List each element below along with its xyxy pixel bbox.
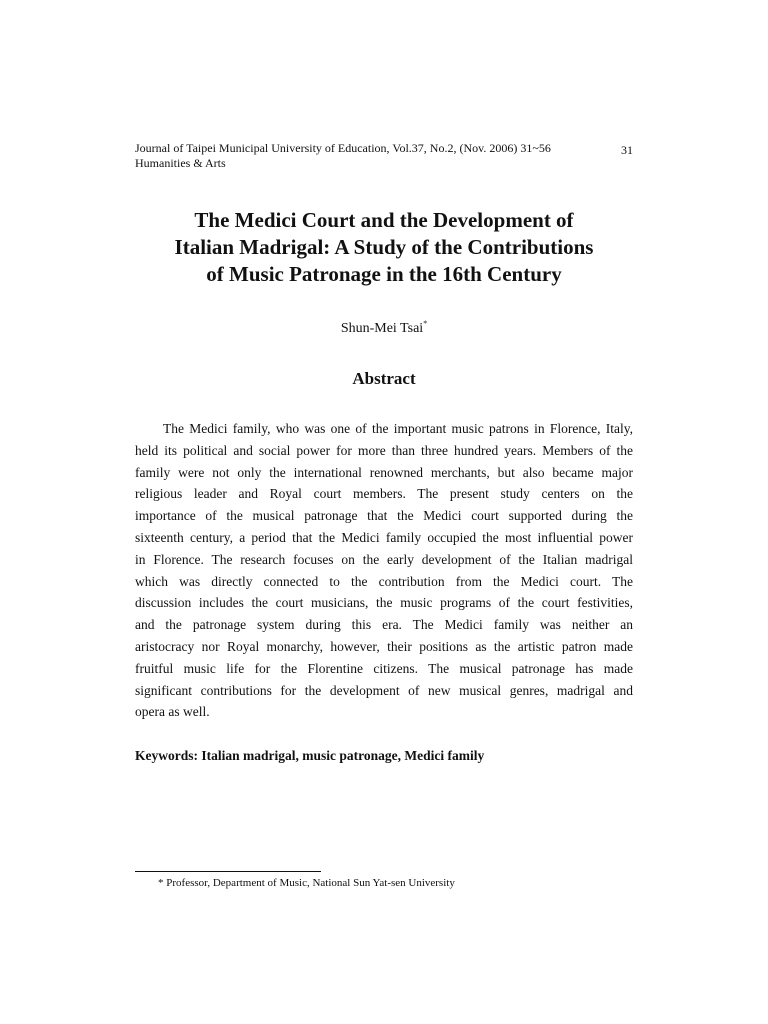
footnote-divider (135, 871, 321, 872)
keywords: Keywords: Italian madrigal, music patronage, Medici family (135, 748, 485, 763)
abstract-heading: Abstract (352, 369, 416, 388)
abstract-body (135, 418, 633, 723)
abstract-line: sixteenth century, a period that the Medici family occupied the most influential power (135, 529, 633, 545)
footnote: * Professor, Department of Music, National Sun Yat-sen University (158, 877, 455, 889)
abstract-line: fruitful music life for the Florentine citizens. The musical patronage has made (135, 660, 633, 676)
abstract-line: and the patronage system during this era. The Medici family was neither an (135, 617, 633, 633)
abstract-line: religious leader and Royal court members. The present study centers on the (135, 486, 633, 502)
abstract-line: which was directly connected to the contribution from the Medici court. The (135, 573, 633, 589)
author-footnote-mark: * (423, 319, 428, 328)
author-name: Shun-Mei Tsai (340, 321, 424, 336)
title-line: Italian Madrigal: A Study of the Contributions (174, 235, 594, 259)
title-line: The Medici Court and the Development of (194, 208, 574, 232)
abstract-line: held its political and social power for more than three hundred years. Members of the (135, 442, 633, 458)
abstract-line: The Medici family, who was one of the important music patrons in Florence, Italy, (163, 421, 633, 436)
journal-citation: Journal of Taipei Municipal University of Education, Vol.37, No.2, (Nov. 2006) 31~56 (135, 141, 551, 155)
author-line (135, 319, 633, 337)
abstract-line: in Florence. The research focuses on the early development of the Italian madrigal (135, 551, 633, 567)
abstract-line: discussion includes the court musicians, the music programs of the court festivities, (135, 595, 633, 611)
page-number: 31 (621, 143, 633, 157)
abstract-line: significant contributions for the development of new musical genres, madrigal and (135, 682, 633, 698)
journal-section: Humanities & Arts (135, 156, 226, 170)
journal-header (135, 141, 633, 171)
abstract-line: family were not only the international renowned merchants, but also became major (135, 464, 633, 480)
abstract-line: aristocracy nor Royal monarchy, however, their positions as the artistic patron made (135, 638, 633, 654)
abstract-line: opera as well. (135, 704, 210, 720)
abstract-line: importance of the musical patronage that the Medici court supported during the (135, 508, 633, 524)
title-line: of Music Patronage in the 16th Century (206, 262, 562, 286)
paper-title (135, 207, 633, 288)
